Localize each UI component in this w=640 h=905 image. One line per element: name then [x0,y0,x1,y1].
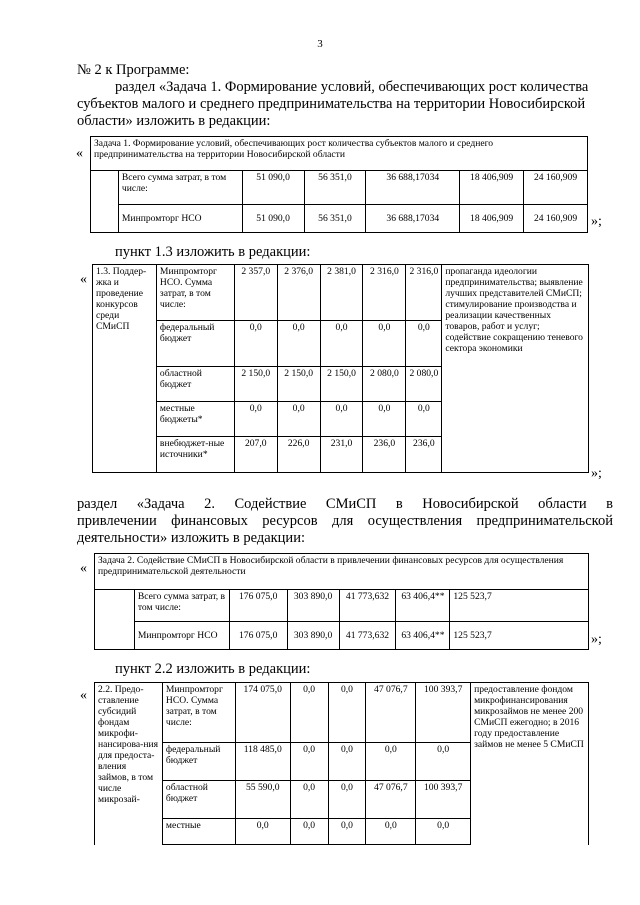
table-cell: 0,0 [320,321,363,367]
table-cell: 1.3. Поддер-жка и проведение конкурсов среди СМиСП [93,265,157,473]
table-cell: 0,0 [416,743,471,781]
paragraph-2-2: пункт 2.2 изложить в редакции: [115,661,311,677]
section-2-line-2: привлечении финансовых ресурсов для осуществления предпринимательской [77,513,613,529]
table-cell: 125 523,7 [450,622,589,650]
table-cell: 2.2. Предо-ставление субсидий фондам микрофи-нансирова-ния для предоста-вления займов, в том числе микрозай- [95,683,163,845]
table-cell: местные бюджеты* [156,402,234,437]
table-cell: Минпромторг НСО. Сумма затрат, в том числе: [162,683,235,743]
table-cell: 118 485,0 [235,743,290,781]
page-number: 3 [317,38,323,50]
table-cell: 63 406,4** [396,622,450,650]
table-cell: 125 523,7 [450,590,589,622]
table-cell: 0,0 [406,321,442,367]
table-cell: 0,0 [328,683,366,743]
table-cell: 0,0 [363,321,406,367]
table-cell: 303 890,0 [287,590,339,622]
table-cell: Всего сумма затрат, в том числе: [118,171,242,205]
table-cell: 176 075,0 [229,590,287,622]
table-cell: 207,0 [234,437,277,473]
table-cell: 51 090,0 [242,205,304,233]
table-cell: 0,0 [328,781,366,819]
table-cell: 36 688,17034 [366,171,460,205]
table-cell: 226,0 [277,437,320,473]
table-cell: 2 150,0 [277,367,320,402]
table-cell: 24 160,909 [524,205,588,233]
table-cell: 2 316,0 [406,265,442,321]
intro-line-4: области» изложить в редакции: [77,113,271,129]
table-cell: 56 351,0 [304,171,366,205]
table-cell: 0,0 [235,819,290,845]
table-cell: 2 376,0 [277,265,320,321]
table-cell: 2 150,0 [320,367,363,402]
close-quote: »; [591,466,602,481]
table-cell: 0,0 [234,321,277,367]
table-cell: 0,0 [363,402,406,437]
table-cell: 303 890,0 [287,622,339,650]
table-cell: 236,0 [406,437,442,473]
table-cell: 24 160,909 [524,171,588,205]
close-quote: »; [591,632,602,647]
table-cell: Минпромторг НСО. Сумма затрат, в том числе: [156,265,234,321]
table-cell: 0,0 [290,743,328,781]
table-cell: Минпромторг НСО [118,205,242,233]
table-cell: 18 406,909 [460,171,524,205]
table-task-2 [94,553,589,650]
paragraph-1-3: пункт 1.3 изложить в редакции: [115,244,311,260]
table-cell: федеральный бюджет [156,321,234,367]
table-cell: 63 406,4** [396,590,450,622]
open-quote: « [80,272,87,287]
table-cell: 100 393,7 [416,781,471,819]
table-cell [95,590,135,650]
table-cell: 41 773,632 [339,622,396,650]
table-cell: 47 076,7 [366,781,416,819]
table-cell: 0,0 [290,781,328,819]
table-cell: предоставление фондом микрофинансирования микрозаймов не менее 200 СМиСП ежегодно; в 2016 году предоставление займов не менее 5 СМиСП [471,683,589,845]
table-cell: 0,0 [234,402,277,437]
table-cell: 51 090,0 [242,171,304,205]
table-cell: 0,0 [406,402,442,437]
section-2-line-1: раздел «Задача 2. Содействие СМиСП в Новосибирской области в [77,496,613,512]
table-cell: местные [162,819,235,845]
table-cell: 0,0 [290,819,328,845]
intro-line-2: раздел «Задача 1. Формирование условий, обеспечивающих рост количества [115,79,589,95]
table-header: Задача 1. Формирование условий, обеспечивающих рост количества субъектов малого и среднего предпринимательства на территории Новосибирской области [91,137,588,171]
table-cell: 0,0 [277,321,320,367]
table-cell: 0,0 [416,819,471,845]
open-quote: « [80,688,87,703]
table-cell: федеральный бюджет [162,743,235,781]
table-cell: 2 080,0 [406,367,442,402]
open-quote: « [76,146,83,161]
table-cell: 18 406,909 [460,205,524,233]
table-cell: 41 773,632 [339,590,396,622]
table-cell [91,171,119,233]
table-header: Задача 2. Содействие СМиСП в Новосибирской области в привлечении финансовых ресурсов для осуществления предпринимательской деятельности [95,554,589,590]
table-cell: 176 075,0 [229,622,287,650]
table-cell: внебюджет-ные источники* [156,437,234,473]
table-cell: 2 080,0 [363,367,406,402]
table-cell: 0,0 [366,819,416,845]
section-2-line-3: деятельности» изложить в редакции: [77,530,305,546]
table-cell: пропаганда идеологии предпринимательства; выявление лучших представителей СМиСП; стимулирование производства и реализации качественных товаров, работ и услуг; содействие сокращению теневого сектора экономики [442,265,589,473]
close-quote: »; [591,214,602,229]
table-cell: Минпромторг НСО [134,622,229,650]
table-cell: Всего сумма затрат, в том числе: [134,590,229,622]
table-cell: 2 150,0 [234,367,277,402]
table-cell: 174 075,0 [235,683,290,743]
table-cell: 0,0 [277,402,320,437]
table-cell: 0,0 [366,743,416,781]
table-cell: 100 393,7 [416,683,471,743]
table-cell: 2 357,0 [234,265,277,321]
table-cell: 2 381,0 [320,265,363,321]
table-item-1-3 [92,264,589,473]
table-cell: 0,0 [328,819,366,845]
table-task-1 [90,136,588,233]
table-cell: 36 688,17034 [366,205,460,233]
table-cell: 0,0 [290,683,328,743]
table-cell: 55 590,0 [235,781,290,819]
table-cell: 47 076,7 [366,683,416,743]
table-cell: 56 351,0 [304,205,366,233]
table-item-2-2 [94,682,589,845]
table-cell: 231,0 [320,437,363,473]
open-quote: « [80,561,87,576]
intro-line-3: субъектов малого и среднего предпринимательства на территории Новосибирской [77,96,586,112]
table-cell: 2 316,0 [363,265,406,321]
table-cell: 0,0 [328,743,366,781]
intro-line-1: № 2 к Программе: [77,62,190,78]
table-cell: 0,0 [320,402,363,437]
table-cell: областной бюджет [156,367,234,402]
table-cell: 236,0 [363,437,406,473]
table-cell: областной бюджет [162,781,235,819]
